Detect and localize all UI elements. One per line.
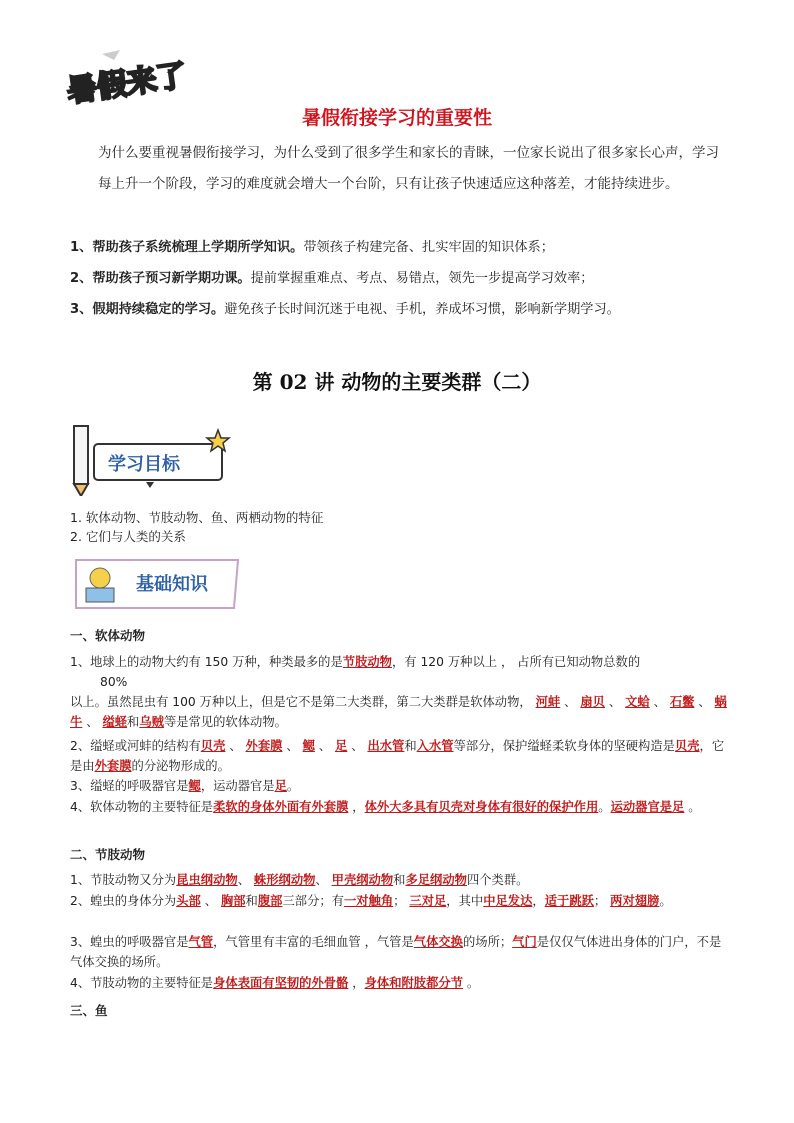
s1-item4: 4、软体动物的主要特征是柔软的身体外面有外套膜 ，体外大多具有贝壳对身体有很好的保护作用。运动器官是足 。 [70, 800, 701, 814]
section-fish: 三、鱼 [70, 1003, 108, 1018]
s1-item3: 3、缢蛏的呼吸器官是鳃，运动器官是足。 [70, 779, 300, 793]
intro-text: 为什么要重视暑假衔接学习，为什么受到了很多学生和家长的青睐，一位家长说出了很多家长心声，学习每上升一个阶段，学习的难度就会增大一个台阶，只有让孩子快速适应这种落差，才能持续进步。 [98, 145, 719, 192]
s2-item2: 2、蝗虫的身体分为头部 、 胸部和腹部三部分；有一对触角； 三对足，其中中足发达，适于跳跃； 两对翅膀。 [70, 894, 672, 908]
badge-basic-knowledge-label: 基础知识 [136, 574, 208, 595]
s2-item4: 4、节肢动物的主要特征是身体表面有坚韧的外骨骼 ，身体和附肢都分节 。 [70, 976, 480, 990]
point-3: 3、假期持续稳定的学习。避免孩子长时间沉迷于电视、手机，养成坏习惯，影响新学期学习。 [70, 302, 620, 317]
basic-knowledge-badge [72, 556, 244, 612]
section-mollusca: 一、软体动物 [70, 628, 146, 643]
summer-logo [62, 48, 190, 110]
point-2: 2、帮助孩子预习新学期功课。提前掌握重难点、考点、易错点，领先一步提高学习效率； [70, 271, 594, 286]
goal-1: 1. 软体动物、节肢动物、鱼、两栖动物的特征 [70, 510, 324, 525]
s1-item2: 2、缢蛏或河蚌的结构有贝壳 、 外套膜 、 鳃 、 足 、 出水管和入水管等部分，保护缢蛏柔软身体的坚硬构造是贝壳，它是由外套膜的分泌物形成的。 [70, 739, 725, 773]
s1-item1-cont: 以上。虽然昆虫有 100 万种以上，但是它不是第二大类群，第二大类群是软体动物， 河蚌 、 扇贝 、 文蛤 、 石鳖 、 蜗牛 、 缢蛏和乌贼等是常见的软体动物。 [70, 695, 727, 729]
goal-2: 2. 它们与人类的关系 [70, 529, 186, 544]
main-title: 暑假衔接学习的重要性 [301, 107, 492, 129]
s2-item1: 1、节肢动物又分为昆虫纲动物、 蛛形纲动物、 甲壳纲动物和多足纲动物四个类群。 [70, 873, 529, 887]
s1-80pct: 80% [100, 675, 128, 689]
section-arthropoda: 二、节肢动物 [70, 847, 146, 862]
intro-paragraph [70, 138, 730, 200]
badge-learning-goal-label: 学习目标 [108, 454, 180, 475]
learning-goal-badge [68, 420, 238, 496]
logo-text: 暑假来了 [65, 58, 189, 110]
lecture-title: 第 02 讲 动物的主要类群（二） [252, 370, 542, 394]
point-1: 1、帮助孩子系统梳理上学期所学知识。带领孩子构建完备、扎实牢固的知识体系； [70, 240, 554, 255]
s1-item1: 1、地球上的动物大约有 150 万种，种类最多的是节肢动物，有 120 万种以上 ， 占所有已知动物总数的 [70, 655, 641, 669]
s2-item3: 3、蝗虫的呼吸器官是气管，气管里有丰富的毛细血管 ，气管是气体交换的场所；气门是仅仅气体进出身体的门户，不是气体交换的场所。 [70, 935, 722, 969]
